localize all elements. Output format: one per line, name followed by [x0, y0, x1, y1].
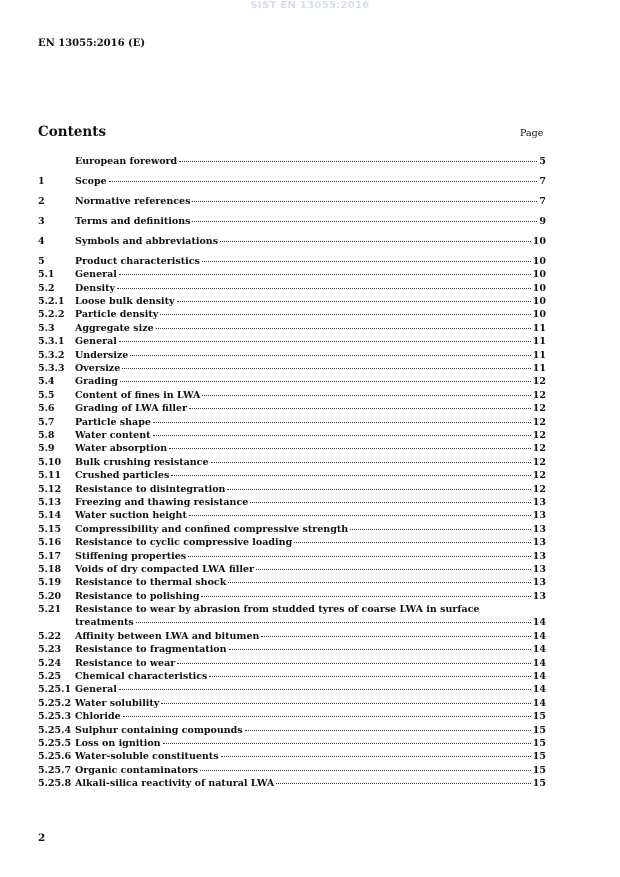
- toc-section-number: 5.13: [38, 496, 62, 508]
- toc-entry[interactable]: [38, 235, 546, 248]
- toc-dot-leader: [256, 569, 531, 570]
- toc-entry[interactable]: [38, 429, 546, 442]
- toc-dot-leader: [229, 649, 531, 650]
- toc-section-title: Voids of dry compacted LWA filler: [75, 563, 255, 575]
- toc-entry[interactable]: [38, 175, 546, 188]
- toc-section-title: Water absorption: [75, 443, 168, 455]
- toc-entry[interactable]: [38, 255, 546, 268]
- toc-page-number: 12: [532, 430, 546, 441]
- toc-entry[interactable]: [38, 442, 546, 455]
- toc-dot-leader: [109, 181, 538, 182]
- toc-entry[interactable]: [38, 496, 546, 509]
- toc-section-title: Scope: [75, 175, 107, 187]
- toc-page-number: 13: [532, 563, 546, 575]
- toc-entry[interactable]: [38, 764, 546, 777]
- toc-page-number: 14: [532, 671, 546, 683]
- toc-page-number: 11: [532, 336, 546, 348]
- toc-dot-leader: [200, 770, 531, 771]
- toc-entry[interactable]: [38, 335, 546, 348]
- toc-dot-leader: [163, 743, 531, 744]
- toc-dot-leader: [192, 221, 537, 222]
- toc-entry[interactable]: [38, 155, 546, 168]
- toc-entry[interactable]: [38, 737, 546, 750]
- toc-section-number: 5.25: [38, 671, 62, 683]
- toc-dot-leader: [188, 556, 531, 557]
- toc-entry[interactable]: [38, 657, 546, 670]
- toc-page-number: 7: [539, 175, 546, 187]
- toc-entry[interactable]: [38, 195, 546, 208]
- toc-entry[interactable]: [38, 375, 546, 388]
- toc-section-number: 5.25.1: [38, 684, 72, 696]
- toc-dot-leader: [123, 716, 531, 717]
- toc-dot-leader: [202, 261, 531, 262]
- toc-section-number: 5.4: [38, 376, 55, 388]
- toc-dot-leader: [177, 663, 531, 664]
- toc-dot-leader: [153, 422, 531, 423]
- toc-entry[interactable]: [38, 389, 546, 402]
- toc-page-number: 14: [532, 617, 546, 629]
- toc-section-title: Sulphur containing compounds: [75, 724, 243, 736]
- toc-section-number: 5.3.2: [38, 349, 65, 361]
- toc-section-title: Resistance to thermal shock: [75, 577, 227, 589]
- toc-dot-leader: [294, 542, 531, 543]
- toc-section-title: General: [75, 684, 117, 696]
- toc-section-title: Water suction height: [75, 510, 187, 522]
- toc-entry[interactable]: [38, 590, 546, 603]
- toc-section-title: Product characteristics: [75, 255, 200, 267]
- toc-entry[interactable]: [38, 362, 546, 375]
- watermark: SIST EN 13055:2016: [250, 0, 370, 11]
- toc-page-number: 10: [532, 309, 546, 321]
- toc-dot-leader: [261, 636, 530, 637]
- toc-dot-leader: [228, 582, 530, 583]
- toc-section-title: Undersize: [75, 349, 129, 361]
- toc-section-number: 5.2.2: [38, 309, 65, 321]
- toc-dot-leader: [220, 241, 531, 242]
- toc-page-number: 12: [532, 443, 546, 455]
- toc-page-number: 13: [532, 550, 546, 562]
- toc-dot-leader: [153, 435, 531, 436]
- toc-section-number: 5.3.3: [38, 363, 65, 375]
- toc-dot-leader: [192, 201, 537, 202]
- toc-dot-leader: [221, 756, 531, 757]
- toc-dot-leader: [350, 529, 531, 530]
- toc-section-number: 2: [38, 195, 45, 207]
- toc-section-title: Alkali-silica reactivity of natural LWA: [75, 778, 275, 790]
- toc-entry[interactable]: [38, 469, 546, 482]
- toc-section-number: 5.19: [38, 577, 62, 589]
- toc-page-number: 10: [532, 282, 546, 294]
- toc-dot-leader: [209, 676, 530, 677]
- toc-entry[interactable]: [38, 724, 546, 737]
- toc-section-title: Particle shape: [75, 416, 151, 428]
- toc-entry[interactable]: [38, 416, 546, 429]
- table-of-contents: [38, 155, 546, 791]
- toc-entry[interactable]: [38, 603, 546, 616]
- toc-entry[interactable]: [38, 630, 546, 643]
- toc-section-title: Resistance to disintegration: [75, 483, 226, 495]
- toc-section-title: Stiffening properties: [75, 550, 187, 562]
- document-id: EN 13055:2016 (E): [38, 38, 146, 49]
- toc-page-number: 12: [532, 416, 546, 428]
- toc-section-title: Resistance to cyclic compressive loading: [75, 537, 293, 549]
- toc-section-number: 5.8: [38, 430, 55, 441]
- toc-page-number: 15: [532, 778, 546, 790]
- toc-section-title: Aggregate size: [75, 322, 154, 334]
- toc-page-number: 7: [539, 195, 546, 207]
- toc-section-number: 5.18: [38, 563, 62, 575]
- toc-section-title: Grading of LWA filler: [75, 403, 188, 415]
- toc-section-number: 5.15: [38, 523, 62, 535]
- toc-section-title: Resistance to fragmentation: [75, 644, 227, 656]
- toc-entry[interactable]: [38, 295, 546, 308]
- toc-section-title: Symbols and abbreviations: [75, 235, 219, 247]
- toc-section-number: 5.25.6: [38, 751, 72, 763]
- toc-entry[interactable]: [38, 322, 546, 335]
- toc-section-title-continued: treatments: [75, 617, 134, 629]
- toc-entry-continuation[interactable]: [38, 616, 546, 629]
- toc-section-title: Affinity between LWA and bitumen: [75, 630, 260, 642]
- toc-dot-leader: [202, 395, 530, 396]
- toc-dot-leader: [119, 341, 531, 342]
- toc-section-title: General: [75, 336, 117, 348]
- toc-page-number: 14: [532, 657, 546, 669]
- toc-section-title: Normative references: [75, 195, 191, 207]
- toc-section-number: 5.25.5: [38, 737, 72, 749]
- toc-page-number: 12: [532, 389, 546, 401]
- toc-page-number: 9: [539, 215, 546, 227]
- toc-section-number: 5: [38, 255, 45, 267]
- toc-dot-leader: [169, 448, 531, 449]
- toc-section-number: 5.14: [38, 510, 62, 522]
- toc-section-title: Chloride: [75, 711, 121, 723]
- toc-dot-leader: [130, 355, 530, 356]
- toc-section-title: Resistance to wear: [75, 657, 176, 669]
- toc-page-number: 15: [532, 751, 546, 763]
- toc-page-number: 15: [532, 737, 546, 749]
- toc-section-number: 5.2.1: [38, 296, 65, 308]
- toc-entry[interactable]: [38, 456, 546, 469]
- toc-section-title: Chemical characteristics: [75, 671, 208, 683]
- toc-page-number: 12: [532, 403, 546, 415]
- toc-dot-leader: [171, 475, 530, 476]
- toc-section-number: 5.2: [38, 282, 55, 294]
- toc-section-number: 5.20: [38, 590, 62, 602]
- toc-entry[interactable]: [38, 670, 546, 683]
- toc-page-number: 14: [532, 630, 546, 642]
- toc-section-number: 5.23: [38, 644, 62, 656]
- toc-page-number: 11: [532, 363, 546, 375]
- toc-section-title: Water content: [75, 430, 151, 441]
- toc-section-title: Bulk crushing resistance: [75, 456, 209, 468]
- toc-section-title: Terms and definitions: [75, 215, 191, 227]
- toc-page-number: 15: [532, 724, 546, 736]
- toc-page-number: 14: [532, 644, 546, 656]
- toc-section-title: Crushed particles: [75, 470, 170, 482]
- toc-page-number: 10: [532, 296, 546, 308]
- toc-section-title: Resistance to wear by abrasion from studded tyres of coarse LWA in surface: [75, 604, 480, 616]
- toc-entry[interactable]: [38, 523, 546, 536]
- toc-dot-leader: [276, 783, 531, 784]
- toc-page-number: 10: [532, 269, 546, 281]
- toc-entry[interactable]: [38, 576, 546, 589]
- toc-section-number: 4: [38, 235, 45, 247]
- toc-entry[interactable]: [38, 349, 546, 362]
- toc-section-number: 5.22: [38, 630, 62, 642]
- toc-section-title: Loss on ignition: [75, 737, 161, 749]
- toc-dot-leader: [119, 274, 531, 275]
- toc-section-title: Content of fines in LWA: [75, 389, 201, 401]
- toc-dot-leader: [120, 381, 531, 382]
- toc-page-number: 14: [532, 697, 546, 709]
- toc-entry[interactable]: [38, 282, 546, 295]
- toc-section-number: 5.25.8: [38, 778, 72, 790]
- toc-page-number: 13: [532, 537, 546, 549]
- toc-dot-leader: [189, 408, 531, 409]
- toc-dot-leader: [136, 622, 531, 623]
- toc-section-number: 5.12: [38, 483, 62, 495]
- toc-dot-leader: [161, 703, 530, 704]
- toc-section-number: 5.21: [38, 604, 62, 616]
- toc-page-number: 10: [532, 235, 546, 247]
- toc-entry[interactable]: [38, 402, 546, 415]
- toc-section-number: 5.7: [38, 416, 55, 428]
- toc-section-number: 5.10: [38, 456, 62, 468]
- toc-dot-leader: [245, 730, 531, 731]
- toc-entry[interactable]: [38, 643, 546, 656]
- toc-section-title: Density: [75, 282, 116, 294]
- toc-entry[interactable]: [38, 268, 546, 281]
- toc-dot-leader: [156, 328, 531, 329]
- toc-entry[interactable]: [38, 563, 546, 576]
- toc-dot-leader: [211, 462, 531, 463]
- toc-entry[interactable]: [38, 550, 546, 563]
- toc-page-number: 15: [532, 711, 546, 723]
- toc-section-title: Grading: [75, 376, 119, 388]
- toc-section-title: Water-soluble constituents: [75, 751, 219, 763]
- toc-page-number: 12: [532, 470, 546, 482]
- toc-section-number: 1: [38, 175, 45, 187]
- toc-entry[interactable]: [38, 536, 546, 549]
- toc-dot-leader: [179, 161, 537, 162]
- toc-section-number: 3: [38, 215, 45, 227]
- toc-section-title: Compressibility and confined compressive strength: [75, 523, 349, 535]
- toc-page-number: 11: [532, 322, 546, 334]
- toc-section-number: 5.25.4: [38, 724, 72, 736]
- toc-dot-leader: [201, 596, 530, 597]
- toc-section-title: Resistance to polishing: [75, 590, 200, 602]
- toc-section-number: 5.25.2: [38, 697, 72, 709]
- toc-page-number: 15: [532, 764, 546, 776]
- toc-dot-leader: [250, 502, 530, 503]
- toc-section-title: Oversize: [75, 363, 121, 375]
- toc-section-number: 5.11: [38, 470, 62, 482]
- toc-entry[interactable]: [38, 308, 546, 321]
- toc-entry[interactable]: [38, 215, 546, 228]
- toc-section-title: Loose bulk density: [75, 296, 175, 308]
- toc-page-number: 12: [532, 376, 546, 388]
- toc-dot-leader: [189, 515, 531, 516]
- toc-section-number: 5.16: [38, 537, 62, 549]
- toc-dot-leader: [122, 368, 531, 369]
- toc-page-number: 14: [532, 684, 546, 696]
- page-number: 2: [38, 832, 46, 844]
- toc-entry[interactable]: [38, 483, 546, 496]
- toc-entry[interactable]: [38, 683, 546, 696]
- toc-section-title: Freezing and thawing resistance: [75, 496, 249, 508]
- toc-section-number: 5.1: [38, 269, 55, 281]
- toc-section-number: 5.25.7: [38, 764, 72, 776]
- toc-section-number: 5.17: [38, 550, 62, 562]
- toc-section-number: 5.24: [38, 657, 62, 669]
- toc-entry[interactable]: [38, 697, 546, 710]
- toc-entry[interactable]: [38, 777, 546, 790]
- toc-entry[interactable]: [38, 710, 546, 723]
- toc-page-number: 11: [532, 349, 546, 361]
- toc-dot-leader: [227, 489, 530, 490]
- toc-dot-leader: [117, 288, 531, 289]
- toc-page-number: 10: [532, 255, 546, 267]
- toc-section-number: 5.9: [38, 443, 55, 455]
- toc-dot-leader: [177, 301, 531, 302]
- toc-page-number: 13: [532, 590, 546, 602]
- toc-section-title: Organic contaminators: [75, 764, 199, 776]
- toc-section-title: Particle density: [75, 309, 159, 321]
- toc-page-number: 13: [532, 523, 546, 535]
- toc-entry[interactable]: [38, 750, 546, 763]
- toc-section-title: Water solubility: [75, 697, 160, 709]
- toc-section-title: European foreword: [75, 156, 178, 167]
- toc-section-title: General: [75, 269, 117, 281]
- toc-page-number: 5: [539, 156, 546, 167]
- toc-page-number: 12: [532, 483, 546, 495]
- toc-dot-leader: [119, 689, 531, 690]
- toc-section-number: 5.6: [38, 403, 55, 415]
- toc-page-number: 12: [532, 456, 546, 468]
- contents-heading: Contents: [38, 124, 107, 140]
- toc-section-number: 5.3: [38, 322, 55, 334]
- page-column-label: Page: [520, 128, 544, 139]
- toc-page-number: 13: [532, 496, 546, 508]
- toc-section-number: 5.25.3: [38, 711, 72, 723]
- toc-dot-leader: [160, 314, 531, 315]
- toc-page-number: 13: [532, 577, 546, 589]
- toc-section-number: 5.5: [38, 389, 55, 401]
- toc-section-number: 5.3.1: [38, 336, 65, 348]
- toc-entry[interactable]: [38, 509, 546, 522]
- toc-page-number: 13: [532, 510, 546, 522]
